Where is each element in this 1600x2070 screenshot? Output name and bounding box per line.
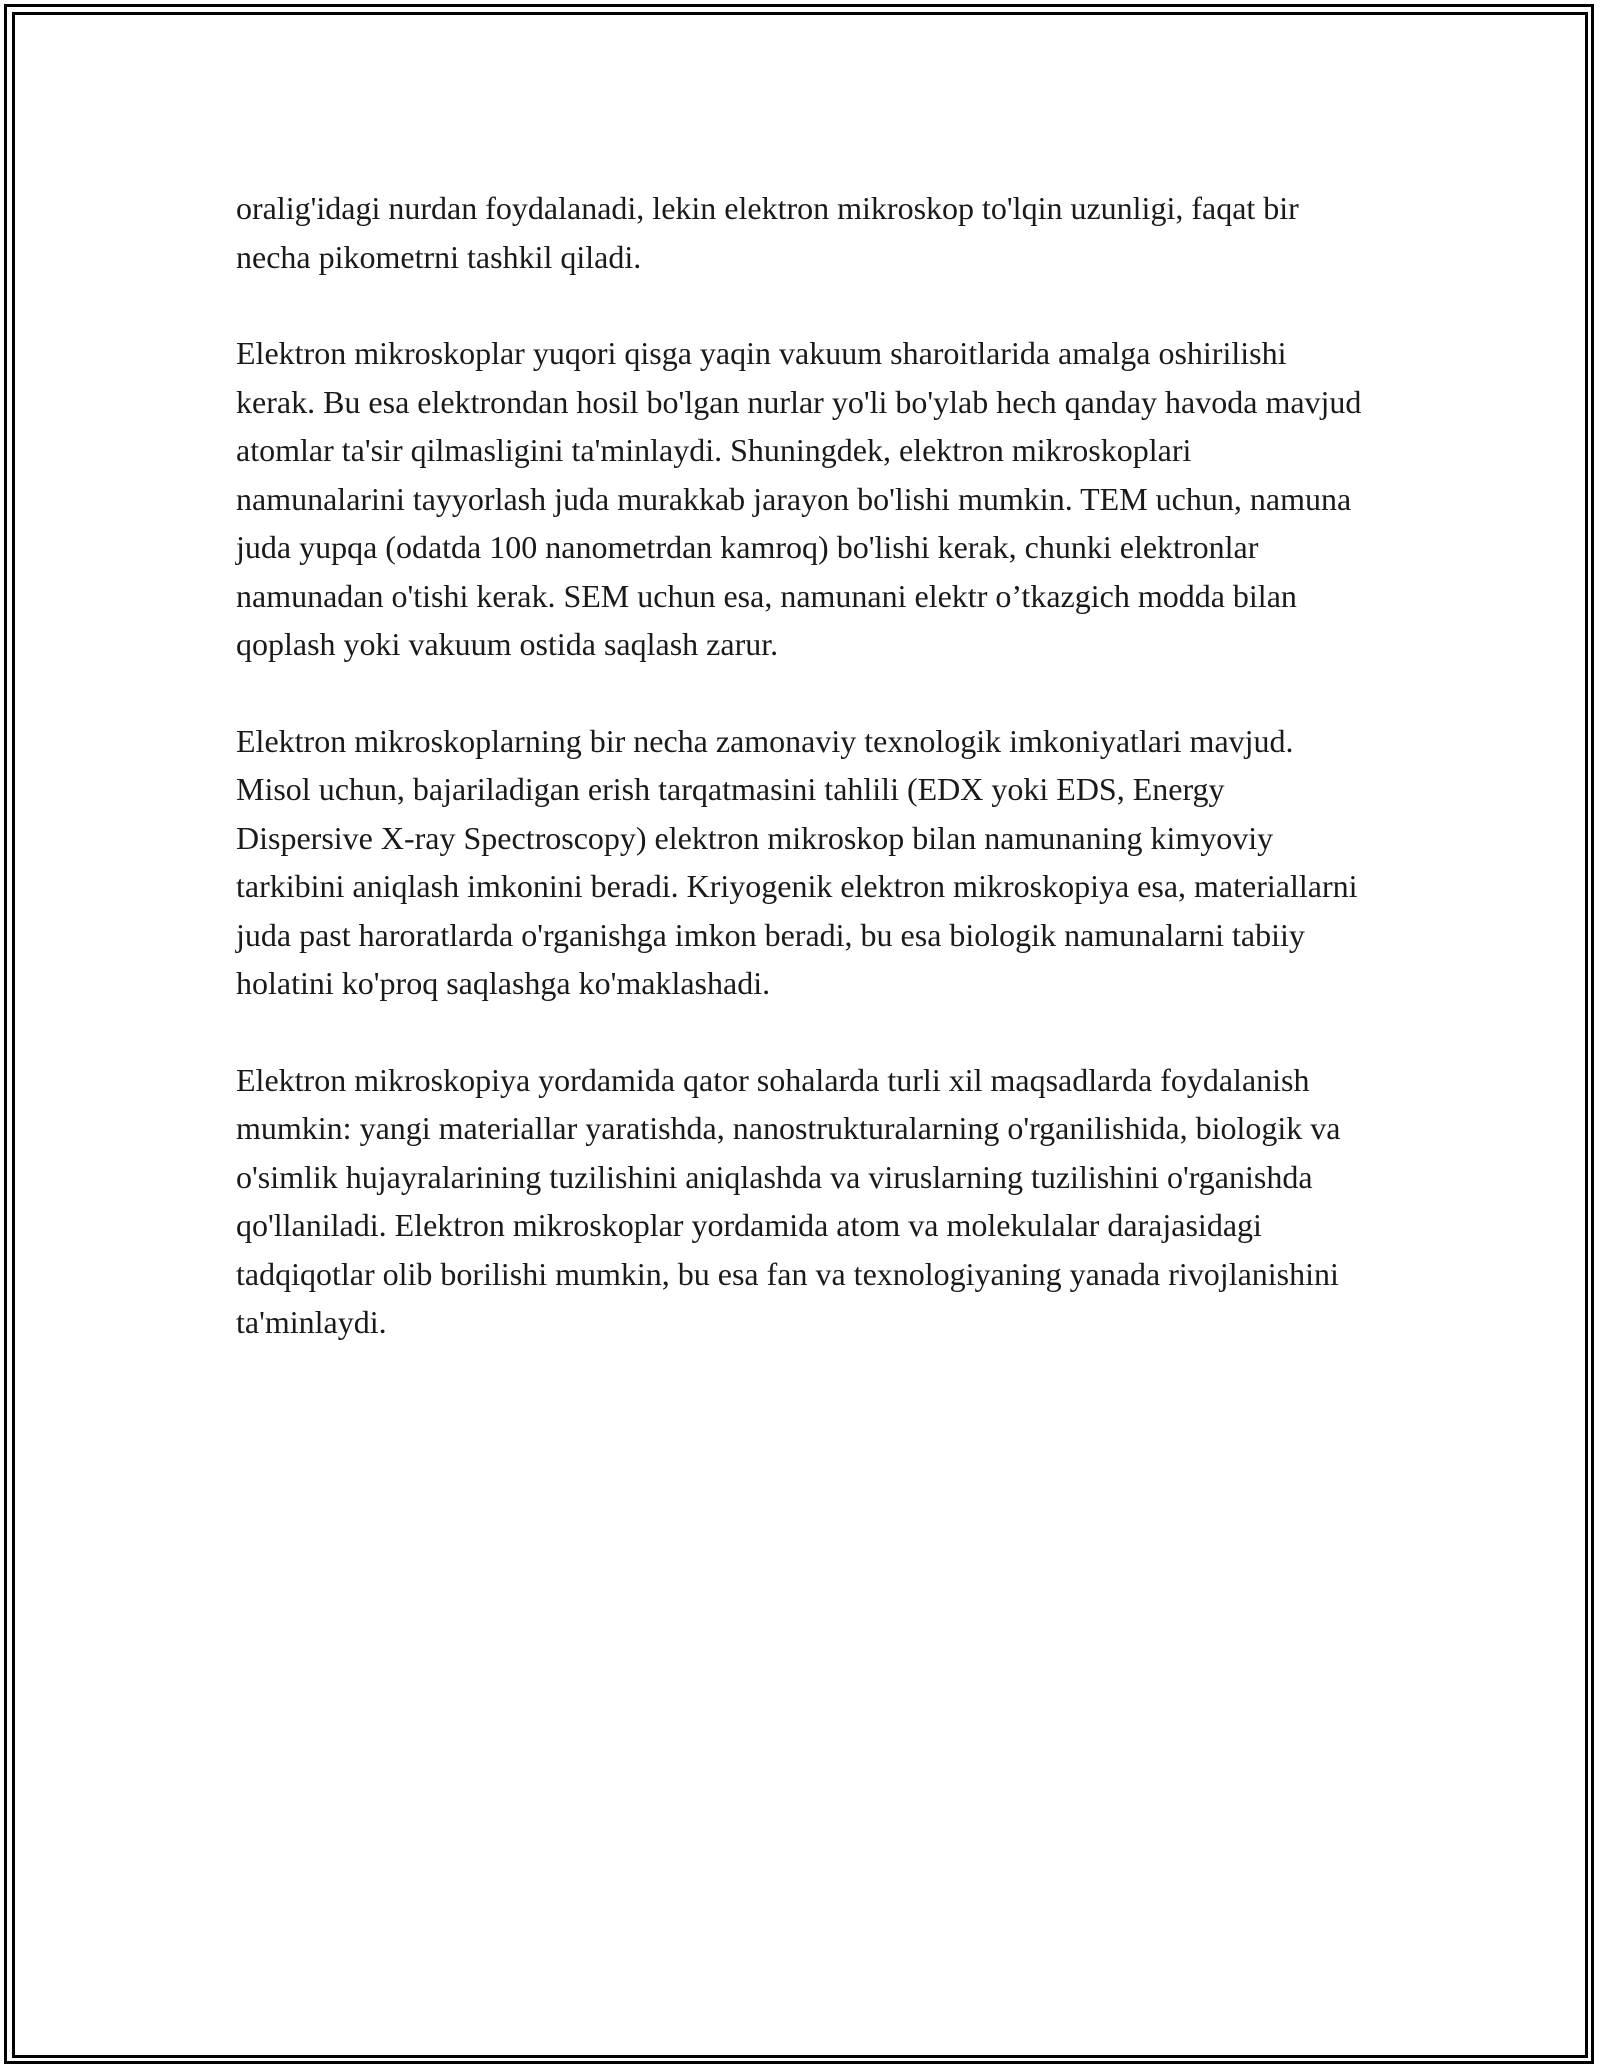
paragraph-3: Elektron mikroskoplarning bir necha zamonaviy texnologik imkoniyatlari mavjud. Misol uchun, bajariladigan erish tarqatmasini tahlili (EDX yoki EDS, Energy Dispersive X-ray Spectroscopy) elektron mikroskop bilan namunaning kimyoviy tarkibini aniqlash imkonini beradi. Kriyogenik elektron mikroskopiya esa, materiallarni juda past haroratlarda o'rganishga imkon beradi, bu esa biologik namunalarni tabiiy holatini ko'proq saqlashga ko'maklashadi. [236, 722, 1358, 1001]
paragraph-4: Elektron mikroskopiya yordamida qator sohalarda turli xil maqsadlarda foydalanish mumkin: yangi materiallar yaratishda, nanostrukturalarning o'rganilishida, biologik va o'simlik hujayralarining tuzilishini aniqlashda va viruslarning tuzilishini o'rganishda qo'llaniladi. Elektron mikroskoplar yordamida atom va molekulalar darajasidagi tadqiqotlar olib borilishi mumkin, bu esa fan va texnologiyaning yanada rivojlanishini ta'minlaydi. [236, 1061, 1341, 1340]
paragraph-1: oralig'idagi nurdan foydalanadi, lekin elektron mikroskop to'lqin uzunligi, faqat bir necha pikometrni tashkil qiladi. [236, 190, 1299, 275]
document-body [236, 184, 1366, 1395]
paragraph-2: Elektron mikroskoplar yuqori qisga yaqin vakuum sharoitlarida amalga oshirilishi kerak. Bu esa elektrondan hosil bo'lgan nurlar yo'li bo'ylab hech qanday havoda mavjud atomlar ta'sir qilmasligini ta'minlaydi. Shuningdek, elektron mikroskoplari namunalarini tayyorlash juda murakkab jarayon bo'lishi mumkin. TEM uchun, namuna juda yupqa (odatda 100 nanometrdan kamroq) bo'lishi kerak, chunki elektronlar namunadan o'tishi kerak. SEM uchun esa, namunani elektr o’tkazgich modda bilan qoplash yoki vakuum ostida saqlash zarur. [236, 335, 1362, 662]
